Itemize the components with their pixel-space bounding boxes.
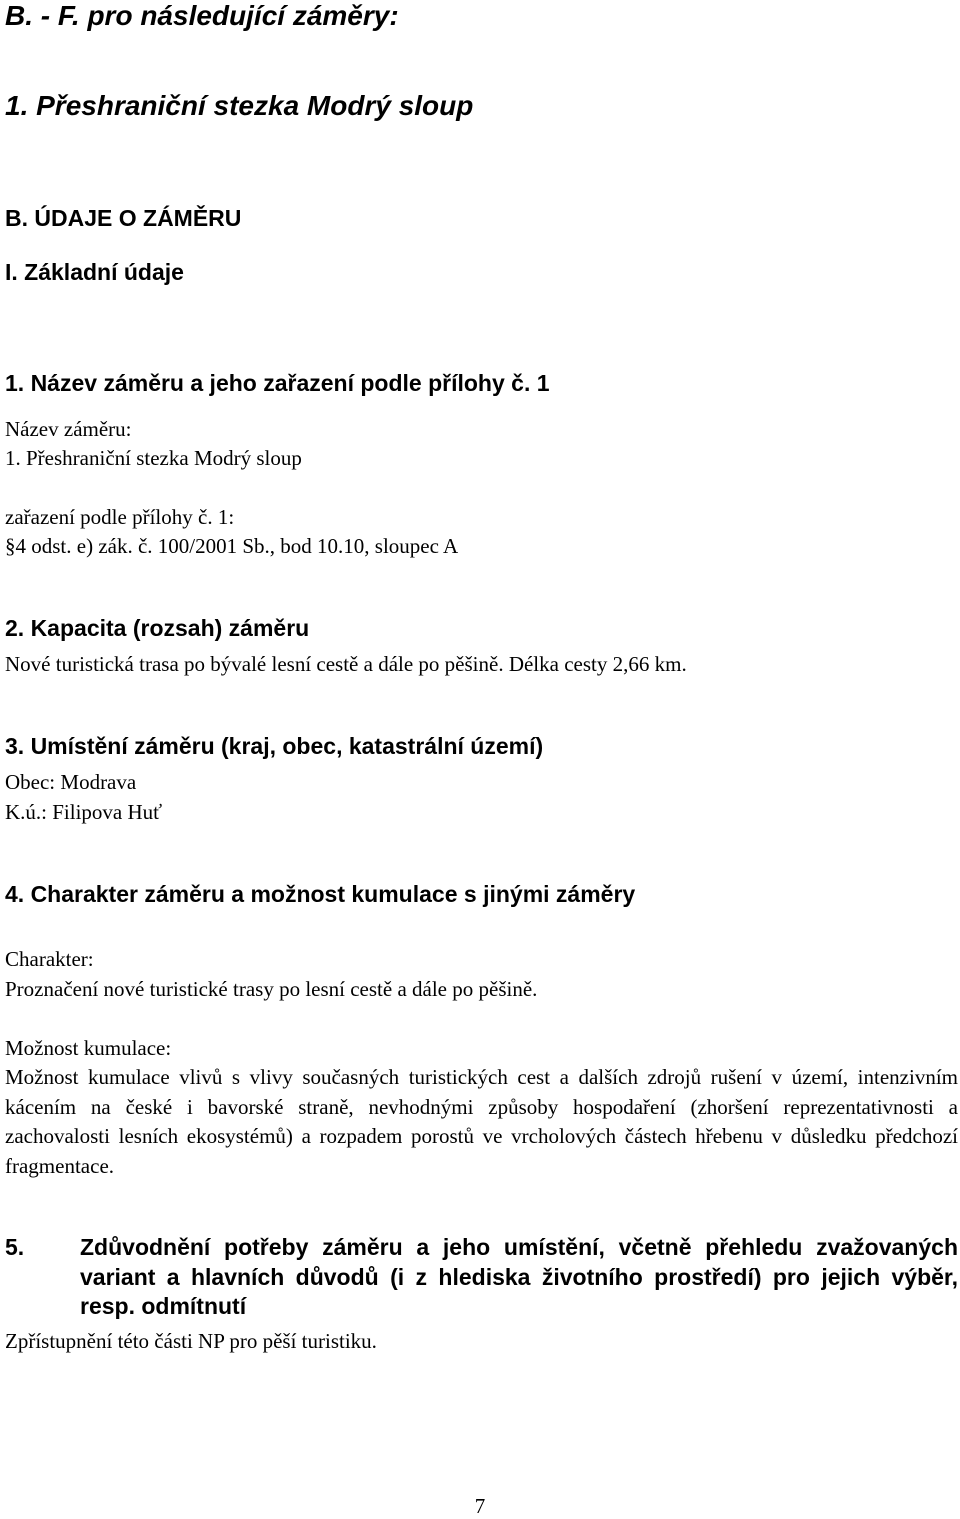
item1-class-label: zařazení podle přílohy č. 1: [5,505,235,529]
item1-name-label: Název záměru: [5,417,132,441]
section-i-heading: I. Základní údaje [5,259,184,285]
item5-heading-text: Zdůvodnění potřeby záměru a jeho umístění, včetně přehledu zvažovaných variant a hlavních důvodů (i z hlediska životního prostředí) pro jejich výběr, resp. odmítnutí [80,1234,958,1320]
item3-obec: Obec: Modrava [5,770,137,794]
item4-kum-label: Možnost kumulace: [5,1036,172,1060]
item3-ku: K.ú.: Filipova Huť [5,800,163,824]
page-number: 7 [474,1494,486,1518]
item1-class-value: §4 odst. e) zák. č. 100/2001 Sb., bod 10.10, sloupec A [5,534,459,558]
item2-heading: 2. Kapacita (rozsah) záměru [5,615,310,641]
item5-text: Zpřístupnění této části NP pro pěší turistiku. [5,1329,377,1353]
item4-kum-text: Možnost kumulace vlivů s vlivy současných turistických cest a dalších zdrojů rušení v území, intenzivním kácením na české i bavorské straně, nevhodnými způsoby hospodaření (zhoršení reprezentativnosti a zachovalosti lesních ekosystémů) a rozpadem porostů ve vrcholových částech hřebenu v důsledku předchozí fragmentace. [5,1065,958,1178]
item4-char-text: Proznačení nové turistické trasy po lesní cestě a dále po pěšině. [5,977,538,1001]
project-title: 1. Přeshraniční stezka Modrý sloup [5,90,474,121]
item4-heading: 4. Charakter záměru a možnost kumulace s jinými záměry [5,881,636,907]
item1-name-value: 1. Přeshraniční stezka Modrý sloup [5,446,302,470]
section-b-heading: B. ÚDAJE O ZÁMĚRU [5,205,242,231]
item3-heading: 3. Umístění záměru (kraj, obec, katastrální území) [5,733,544,759]
item5-number: 5. [5,1234,25,1260]
item1-heading: 1. Název záměru a jeho zařazení podle přílohy č. 1 [5,370,550,396]
page-header: B. - F. pro následující záměry: [5,0,399,31]
item5-heading [5,1233,958,1322]
item4-char-label: Charakter: [5,947,94,971]
item2-text: Nové turistická trasa po bývalé lesní cestě a dále po pěšině. Délka cesty 2,66 km. [5,652,687,676]
